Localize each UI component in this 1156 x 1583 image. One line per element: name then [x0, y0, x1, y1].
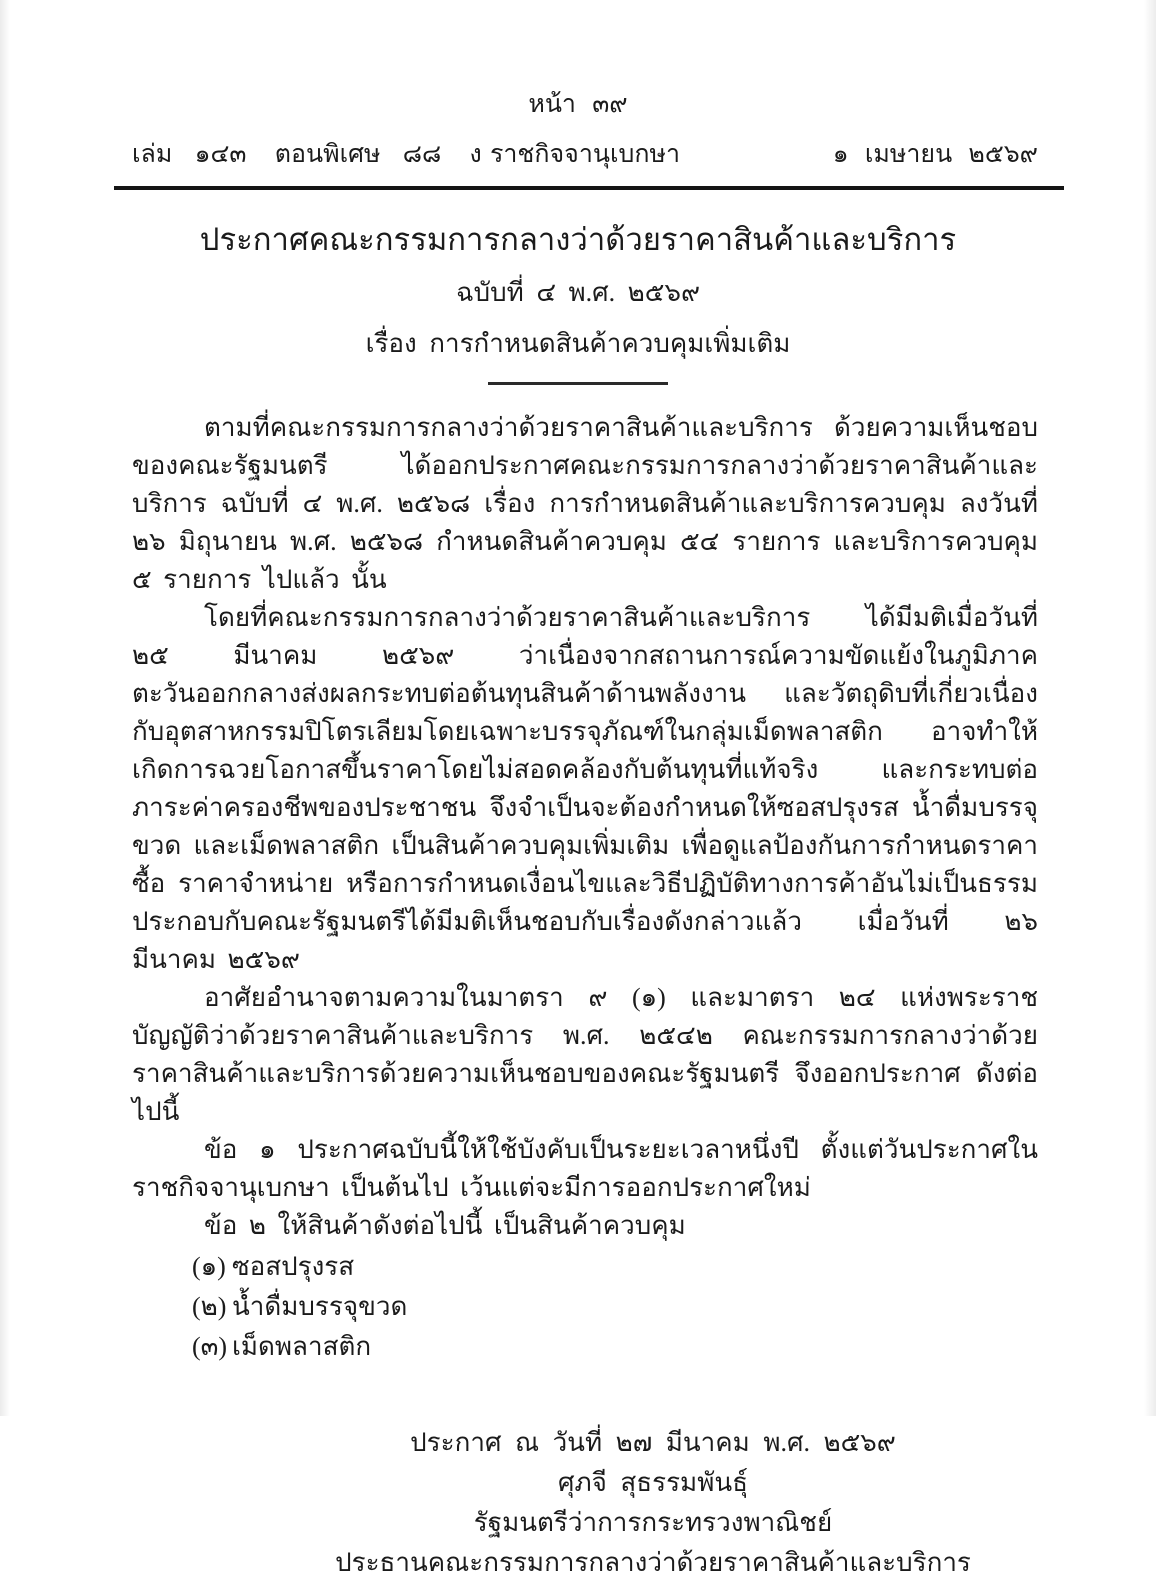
- list-item-2: [192, 1287, 1038, 1327]
- paragraph-authority: อาศัยอำนาจตามความในมาตรา ๙ (๑) และมาตรา ๒๔ แห่งพระราชบัญญัติว่าด้วยราคาสินค้าและบริการ พ.ศ. ๒๕๔๒ คณะกรรมการกลางว่าด้วยราคาสินค้าและบริการด้วยความเห็นชอบของคณะรัฐมนตรี จึงออกประกาศ ดังต่อไปนี้: [132, 983, 1038, 1126]
- title-divider: [488, 382, 668, 385]
- page-edge-right: [1144, 0, 1156, 1416]
- announcement-number-line: ฉบับที่ ๔ พ.ศ. ๒๕๖๙: [455, 278, 701, 307]
- paragraph-recital-1: ตามที่คณะกรรมการกลางว่าด้วยราคาสินค้าและบริการ ด้วยความเห็นชอบของคณะรัฐมนตรี ได้ออกประกาศคณะกรรมการกลางว่าด้วยราคาสินค้าและบริการ ฉบับที่ ๔ พ.ศ. ๒๕๖๘ เรื่อง การกำหนดสินค้าและบริการควบคุม ลงวันที่ ๒๖ มิถุนายน พ.ศ. ๒๕๖๘ กำหนดสินค้าควบคุม ๕๔ รายการ และบริการควบคุม ๕ รายการ ไปแล้ว นั้น: [132, 413, 1038, 594]
- paragraph-recital-2: โดยที่คณะกรรมการกลางว่าด้วยราคาสินค้าและบริการ ได้มีมติเมื่อวันที่ ๒๕ มีนาคม ๒๕๖๙ ว่าเนื่องจากสถานการณ์ความขัดแย้งในภูมิภาคตะวันออกกลางส่งผลกระทบต่อต้นทุนสินค้าด้านพลังงาน และวัตถุดิบที่เกี่ยวเนื่องกับอุตสาหกรรมปิโตรเลียมโดยเฉพาะบรรจุภัณฑ์ในกลุ่มเม็ดพลาสติก อาจทำให้เกิดการฉวยโอกาสขึ้นราคาโดยไม่สอดคล้องกับต้นทุนที่แท้จริง และกระทบต่อภาระค่าครองชีพของประชาชน จึงจำเป็นจะต้องกำหนดให้ซอสปรุงรส น้ำดื่มบรรจุขวด และเม็ดพลาสติก เป็นสินค้าควบคุมเพิ่มเติม เพื่อดูแลป้องกันการกำหนดราคาซื้อ ราคาจำหน่าย หรือการกำหนดเงื่อนไขและวิธีปฏิบัติทางการค้าอันไม่เป็นธรรม ประกอบกับคณะรัฐมนตรีได้มีมติเห็นชอบกับเรื่องดังกล่าวแล้ว เมื่อวันที่ ๒๖ มีนาคม ๒๕๖๙: [132, 603, 1038, 974]
- paragraph-clause-2: ข้อ ๒ ให้สินค้าดังต่อไปนี้ เป็นสินค้าควบคุม: [204, 1211, 686, 1240]
- signature-section: [0, 1423, 1156, 1583]
- document-body: [132, 409, 1038, 1245]
- signer-title-minister: รัฐมนตรีว่าการกระทรวงพาณิชย์: [473, 1508, 833, 1537]
- gazette-header-row: [132, 134, 1038, 174]
- item-3-text: เม็ดพลาสติก: [232, 1332, 372, 1361]
- header-rule: [114, 186, 1064, 190]
- paragraph-clause-1: ข้อ ๑ ประกาศฉบับนี้ให้ใช้บังคับเป็นระยะเวลาหนึ่งปี ตั้งแต่วันประกาศในราชกิจจานุเบกษา เป็นต้นไป เว้นแต่จะมีการออกประกาศใหม่: [132, 1135, 1038, 1202]
- item-2-label: (๒): [192, 1292, 227, 1321]
- publication-date: ๑ เมษายน ๒๕๖๙: [832, 141, 1038, 168]
- document-title-block: [0, 220, 1156, 385]
- announcement-subject-line: เรื่อง การกำหนดสินค้าควบคุมเพิ่มเติม: [365, 329, 791, 358]
- controlled-goods-list: [192, 1247, 1038, 1367]
- issue-number: ๘๘: [402, 141, 442, 168]
- volume-number: ๑๔๓: [194, 141, 247, 168]
- announcement-title: ประกาศคณะกรรมการกลางว่าด้วยราคาสินค้าและบริการ: [199, 222, 957, 257]
- volume-issue-group: [132, 134, 482, 174]
- signer-title-chairman: ประธานคณะกรรมการกลางว่าด้วยราคาสินค้าและบริการ: [335, 1548, 971, 1577]
- item-2-text: น้ำดื่มบรรจุขวด: [232, 1292, 408, 1321]
- issue-label: ตอนพิเศษ: [274, 141, 381, 168]
- item-1-label: (๑): [192, 1252, 226, 1281]
- item-1-text: ซอสปรุงรส: [232, 1252, 355, 1281]
- item-3-label: (๓): [192, 1332, 228, 1361]
- list-item-3: [192, 1327, 1038, 1367]
- list-item-1: [192, 1247, 1038, 1287]
- page-number: หน้า ๓๙: [528, 91, 628, 118]
- announcement-date-line: ประกาศ ณ วันที่ ๒๗ มีนาคม พ.ศ. ๒๕๖๙: [410, 1428, 896, 1457]
- page-edge-left: [0, 0, 10, 1416]
- signer-name: ศุภจี สุธรรมพันธุ์: [558, 1468, 748, 1497]
- volume-label: เล่ม: [132, 141, 173, 168]
- gazette-name: ราชกิจจานุเบกษา: [489, 141, 681, 168]
- signature-block: [335, 1423, 971, 1583]
- section-letter: ง: [469, 141, 482, 168]
